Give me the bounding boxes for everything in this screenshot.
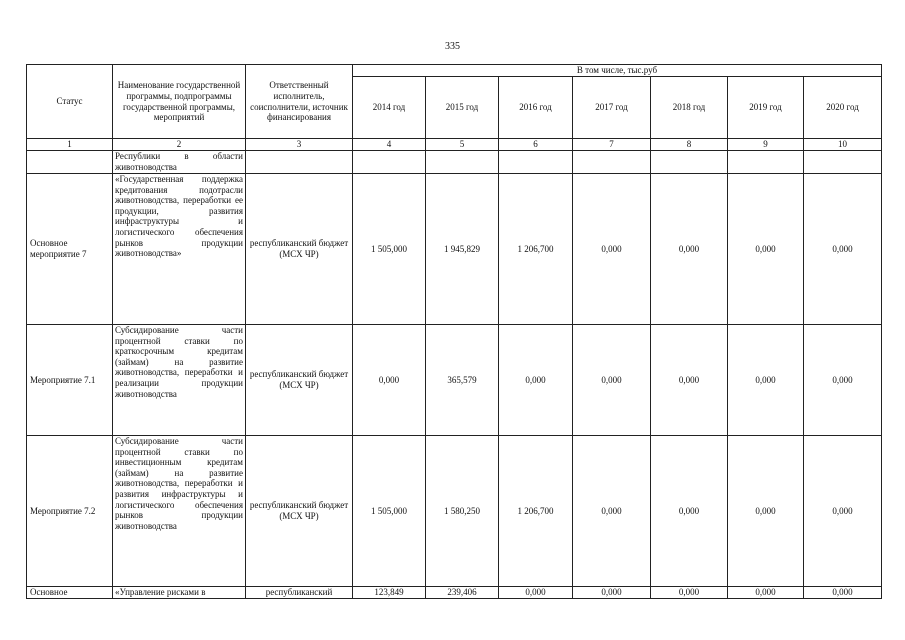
header-year: 2018 год [651, 77, 728, 139]
value-cell: 1 206,700 [499, 174, 573, 325]
column-number-row [27, 139, 882, 151]
value-cell: 0,000 [728, 587, 804, 599]
header-year: 2017 год [573, 77, 651, 139]
responsible-cell: республиканский бюджет (МСХ ЧР) [246, 325, 353, 436]
column-number: 3 [246, 139, 353, 151]
header-year: 2014 год [353, 77, 426, 139]
value-cell: 0,000 [804, 436, 882, 587]
header-row-1 [27, 65, 882, 77]
table-row [27, 174, 882, 325]
header-responsible: Ответственный исполнитель, соисполнители, источник финансирования [246, 65, 353, 139]
value-cell: 1 505,000 [353, 436, 426, 587]
value-cell: 0,000 [353, 325, 426, 436]
value-cell: 365,579 [426, 325, 499, 436]
header-year: 2016 год [499, 77, 573, 139]
status-cell: Основное мероприятие 7 [27, 174, 113, 325]
value-cell: 0,000 [728, 436, 804, 587]
status-cell: Мероприятие 7.2 [27, 436, 113, 587]
header-year: 2020 год [804, 77, 882, 139]
status-cell: Мероприятие 7.1 [27, 325, 113, 436]
responsible-cell [246, 151, 353, 174]
value-cell: 1 206,700 [499, 436, 573, 587]
column-number: 7 [573, 139, 651, 151]
column-number: 5 [426, 139, 499, 151]
header-status: Статус [27, 65, 113, 139]
value-cell: 0,000 [728, 174, 804, 325]
value-cell [353, 151, 426, 174]
column-number: 4 [353, 139, 426, 151]
name-cell: Республики в области животноводства [113, 151, 246, 174]
value-cell: 0,000 [573, 174, 651, 325]
value-cell: 0,000 [804, 587, 882, 599]
value-cell [426, 151, 499, 174]
value-cell [499, 151, 573, 174]
status-cell: Основное [27, 587, 113, 599]
value-cell [651, 151, 728, 174]
table-row [27, 325, 882, 436]
status-cell [27, 151, 113, 174]
responsible-cell: республиканский бюджет (МСХ ЧР) [246, 174, 353, 325]
value-cell: 0,000 [651, 325, 728, 436]
column-number: 1 [27, 139, 113, 151]
column-number: 6 [499, 139, 573, 151]
column-number: 9 [728, 139, 804, 151]
value-cell: 0,000 [499, 325, 573, 436]
value-cell: 0,000 [573, 587, 651, 599]
value-cell: 0,000 [728, 325, 804, 436]
column-number: 8 [651, 139, 728, 151]
value-cell: 1 505,000 [353, 174, 426, 325]
responsible-cell: республиканский бюджет (МСХ ЧР) [246, 436, 353, 587]
value-cell [573, 151, 651, 174]
value-cell: 0,000 [651, 436, 728, 587]
value-cell: 0,000 [804, 325, 882, 436]
header-year: 2015 год [426, 77, 499, 139]
name-cell: «Управление рисками в [113, 587, 246, 599]
column-number: 2 [113, 139, 246, 151]
value-cell: 0,000 [573, 325, 651, 436]
header-year: 2019 год [728, 77, 804, 139]
name-cell: Субсидирование части процентной ставки по инвестиционным кредитам (займам) на развитие животноводства, переработки и развития инфраструктуры и логистического обеспечения рынков продукции животноводства [113, 436, 246, 587]
value-cell: 1 945,829 [426, 174, 499, 325]
value-cell: 239,406 [426, 587, 499, 599]
responsible-cell: республиканский [246, 587, 353, 599]
value-cell: 1 580,250 [426, 436, 499, 587]
name-cell: «Государственная поддержка кредитования подотрасли животноводства, переработки ее продукции, развития инфраструктуры и логистического обеспечения рынков продукции животноводства» [113, 174, 246, 325]
value-cell: 0,000 [573, 436, 651, 587]
value-cell [728, 151, 804, 174]
value-cell: 0,000 [499, 587, 573, 599]
page-number: 335 [445, 41, 460, 52]
value-cell: 0,000 [651, 174, 728, 325]
value-cell [804, 151, 882, 174]
column-number: 10 [804, 139, 882, 151]
header-group: В том числе, тыс.руб [353, 65, 882, 77]
table-row [27, 151, 882, 174]
name-cell: Субсидирование части процентной ставки по краткосрочным кредитам (займам) на развитие животноводства, переработки и реализации продукции животноводства [113, 325, 246, 436]
table-row [27, 587, 882, 599]
value-cell: 0,000 [804, 174, 882, 325]
header-name: Наименование государственной программы, подпрограммы государственной программы, мероприятий [113, 65, 246, 139]
value-cell: 123,849 [353, 587, 426, 599]
budget-table [26, 64, 882, 599]
value-cell: 0,000 [651, 587, 728, 599]
table-row [27, 436, 882, 587]
